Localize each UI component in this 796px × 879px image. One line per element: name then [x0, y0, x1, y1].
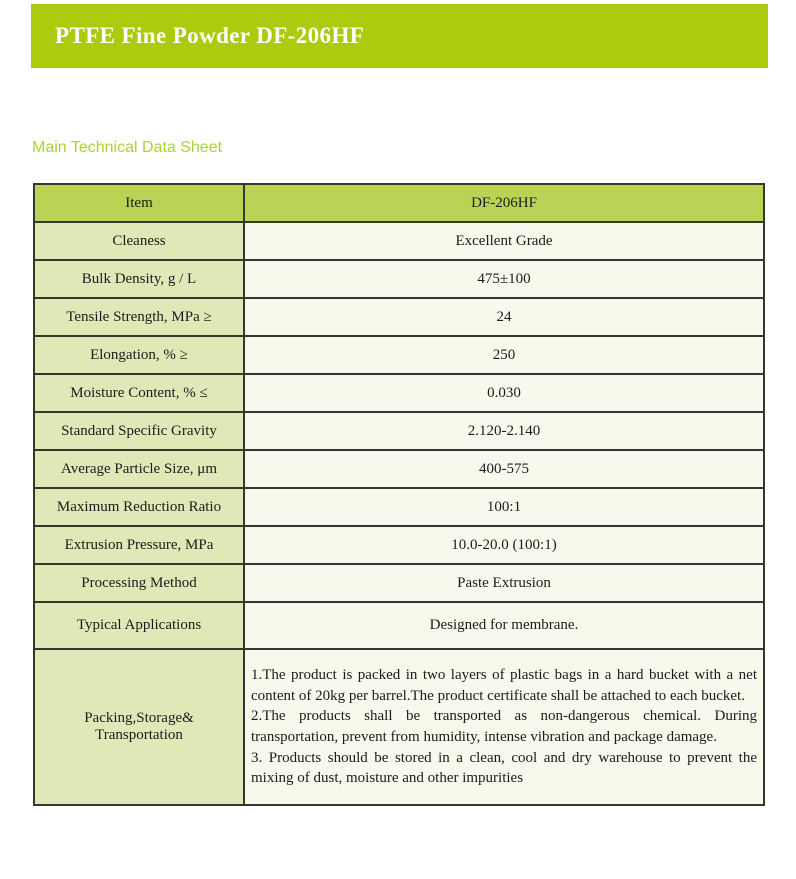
table-header-row: [34, 184, 764, 222]
table-row: [34, 526, 764, 564]
packing-notes-cell: [244, 649, 764, 805]
table-row: [34, 260, 764, 298]
row-label-cell: Elongation, % ≥: [34, 336, 244, 374]
table-row: [34, 222, 764, 260]
row-label-cell: Tensile Strength, MPa ≥: [34, 298, 244, 336]
packing-label-cell: [34, 649, 244, 805]
packing-note-1: 1.The product is packed in two layers of plastic bags in a hard bucket with a net content of 20kg per barrel.The product certificate shall be attached to each bucket.: [251, 666, 757, 704]
row-label-cell: Processing Method: [34, 564, 244, 602]
table-row: [34, 298, 764, 336]
table-rows-body: [34, 222, 764, 649]
row-value-cell: Paste Extrusion: [244, 564, 764, 602]
packing-note-3: 3. Products should be stored in a clean, cool and dry warehouse to prevent the mixing of dust, moisture and other impurities: [251, 749, 757, 787]
table-row: [34, 412, 764, 450]
row-value-cell: 100:1: [244, 488, 764, 526]
row-value-cell: 2.120-2.140: [244, 412, 764, 450]
row-label-cell: Maximum Reduction Ratio: [34, 488, 244, 526]
row-value-cell: 400-575: [244, 450, 764, 488]
row-label-cell: Standard Specific Gravity: [34, 412, 244, 450]
title-banner: [31, 4, 768, 68]
row-value-cell: 475±100: [244, 260, 764, 298]
packing-label-line2: Transportation: [95, 727, 183, 743]
row-value-cell: Excellent Grade: [244, 222, 764, 260]
table-row: [34, 450, 764, 488]
row-label-cell: Extrusion Pressure, MPa: [34, 526, 244, 564]
row-label-cell: Moisture Content, % ≤: [34, 374, 244, 412]
row-value-cell: 0.030: [244, 374, 764, 412]
value-header-cell: DF-206HF: [244, 184, 764, 222]
row-value-cell: Designed for membrane.: [244, 602, 764, 649]
table-header-body: [34, 184, 764, 222]
packing-row: [34, 649, 764, 805]
packing-note-2: 2.The products shall be transported as non-dangerous chemical. During transportation, prevent from humidity, intense vibration and package damage.: [251, 708, 757, 745]
row-value-cell: 250: [244, 336, 764, 374]
packing-body: [34, 649, 764, 805]
item-header-cell: Item: [34, 184, 244, 222]
row-value-cell: 24: [244, 298, 764, 336]
row-label-cell: Cleaness: [34, 222, 244, 260]
table-row: [34, 488, 764, 526]
table-row: [34, 602, 764, 649]
table-row: [34, 374, 764, 412]
packing-label-line1: Packing,Storage&: [84, 710, 194, 726]
row-label-cell: Average Particle Size, μm: [34, 450, 244, 488]
row-value-cell: 10.0-20.0 (100:1): [244, 526, 764, 564]
technical-data-table: [33, 183, 765, 806]
row-label-cell: Bulk Density, g / L: [34, 260, 244, 298]
table-row: [34, 336, 764, 374]
table-row: [34, 564, 764, 602]
row-label-cell: Typical Applications: [34, 602, 244, 649]
page-title: PTFE Fine Powder DF-206HF: [55, 23, 365, 48]
section-heading: Main Technical Data Sheet: [32, 139, 223, 156]
